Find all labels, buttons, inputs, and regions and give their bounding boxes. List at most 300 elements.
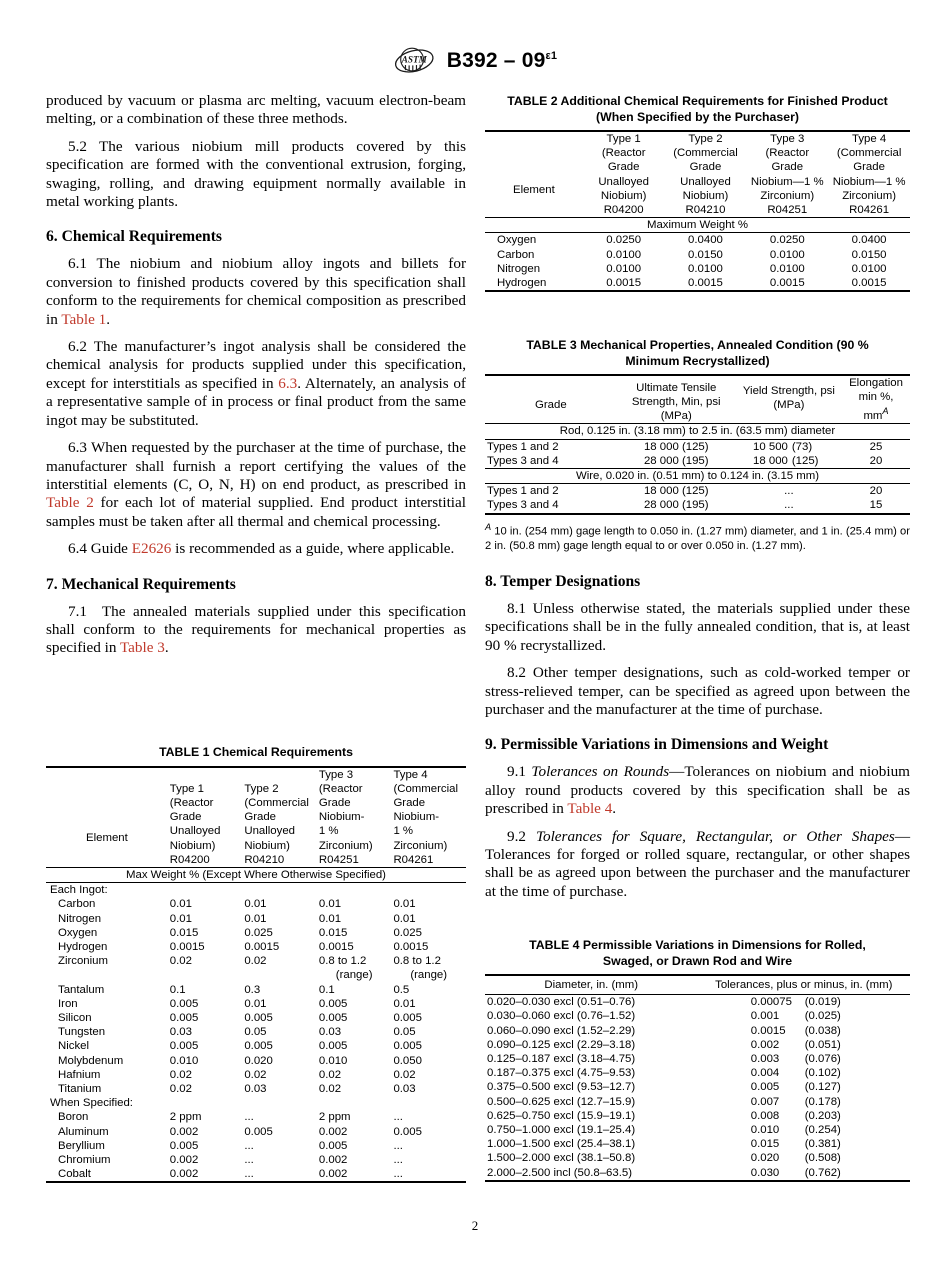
cell-diameter: 0.125–0.187 excl (3.18–4.75) [487,1053,636,1066]
table-4-title-line-2: Swaged, or Drawn Rod and Wire [602,953,793,968]
cell-value [242,968,317,982]
cell-diameter: 0.625–0.750 excl (15.9–19.1) [487,1109,636,1122]
cell-uts: 18 000 (125) [643,485,709,498]
cell-tolerance-mm: (0.178) [804,1095,841,1108]
cell-tolerance-mm: (0.381) [804,1138,841,1151]
cell-value: 0.0100 [769,248,805,261]
cell-value: 0.01 [393,912,416,925]
cell-value: 2 ppm [318,1111,351,1124]
cell-value: 0.02 [244,955,267,968]
paragraph-6-3: 6.3 When requested by the purchaser at the time of purchase, the manufacturer shall furnish a report certifying the values of the interstitial elements (C, O, N, H) on end product, as prescribed in Table 2 for each lot of material supplied. End product interstitial samples must be taken after all thermal and chemical processing. [46,439,466,530]
cell-ys-value: 18 000 [753,454,788,467]
cell-value: 0.0015 [393,940,429,953]
table-4-col-tolerances: Tolerances, plus or minus, in. (mm) [698,975,911,995]
cell-diameter: 0.020–0.030 excl (0.51–0.76) [487,996,636,1009]
cell-value: 0.5 [393,983,410,996]
table-row [485,995,910,1010]
table-2-col-element: Element [485,131,583,218]
cell-value: ... [393,1153,403,1166]
cell-element: Molybdenum [58,1054,124,1067]
cell-value: 0.0400 [688,234,723,247]
cell-tolerance [698,995,911,1010]
cell-grade: Types 3 and 4 [485,454,617,469]
cell-tolerance-in: 0.003 [750,1053,780,1066]
table-1-col-type4: Type 4 (Commercial Grade Niobium- 1 % Zirconium) R04261 [391,767,466,868]
cell-tolerance-in: 0.030 [750,1166,780,1179]
cell-value: 0.010 [318,1054,348,1067]
table-row [46,926,466,940]
cell-tolerance [698,1024,911,1038]
table-1-col-element: Element [46,767,168,868]
heading-section-9: 9. Permissible Variations in Dimensions and Weight [485,736,829,754]
cell-element: Carbon [497,248,535,261]
table-2-block [485,94,910,292]
cell-grade: Types 1 and 2 [487,440,559,453]
table-row [46,897,466,911]
cell-value: 0.005 [244,1040,273,1053]
cell-value: 0.0250 [769,234,805,247]
link-e2626[interactable]: E2626 [131,540,172,558]
term-tolerances-other-shapes: Tolerances for Square, Rectangular, or Other Shapes [535,827,895,845]
document-designation [447,49,557,73]
cell-diameter: 0.060–0.090 excl (1.52–2.29) [487,1024,636,1037]
table-row [46,983,466,997]
table-row [485,1137,910,1151]
cell-value: 0.005 [244,1011,273,1024]
link-section-6-3[interactable]: 6.3 [278,374,298,392]
cell-ys-value: 10 500 [753,440,788,453]
cell-value: 0.0015 [746,276,828,291]
cell-element: Chromium [58,1153,111,1166]
table-4-body [485,995,910,1181]
table-2-header-row [485,131,910,218]
cell-value: 0.02 [169,1082,192,1095]
cell-diameter: 0.750–1.000 excl (19.1–25.4) [487,1124,636,1137]
link-table-2[interactable]: Table 2 [46,494,94,512]
table-row [46,940,466,954]
paragraph-6-4: 6.4 Guide E2626 is recommended as a guide, where applicable. [68,540,455,558]
cell-value: 0.03 [244,1082,267,1095]
table-1 [46,766,466,1184]
cell-element [46,968,168,982]
table-1-span-header-row [46,867,466,882]
table-3 [485,374,910,515]
paragraph-5-1-continued: produced by vacuum or plasma arc melting, vacuum electron-beam melting, or a combination of these three methods. [46,92,466,128]
cell-diameter: 0.030–0.060 excl (0.76–1.52) [487,1010,636,1023]
cell-value: 0.01 [393,898,416,911]
cell-value: 0.02 [169,955,192,968]
cell-value: 0.01 [318,912,342,925]
cell-tolerance [698,1066,911,1080]
cell-value: 0.0100 [606,248,642,261]
cell-tolerance-in: 0.008 [750,1109,780,1122]
cell-element: Tantalum [58,983,105,996]
cell-value: 0.01 [169,898,192,911]
table-row [46,1139,466,1153]
designation-revision: ε1 [545,50,558,62]
table-row [46,1153,466,1167]
table-row [46,1082,466,1096]
table-row [485,1080,910,1094]
cell-tolerance [698,1166,911,1181]
table-row [46,997,466,1011]
table-2-span-header-row [485,218,910,233]
cell-value: 0.002 [169,1153,199,1166]
table-3-footnote [485,520,910,554]
table-3-group1-header: Rod, 0.125 in. (3.18 mm) to 2.5 in. (63.5 mm) diameter [485,424,910,439]
cell-value: 0.1 [169,983,186,996]
cell-value: 0.01 [318,898,342,911]
cell-value: 0.01 [169,912,192,925]
cell-value: 0.015 [318,926,348,939]
cell-value: 0.002 [168,1167,243,1182]
cell-uts: 18 000 (125) [643,440,709,453]
cell-value: 0.05 [393,1026,416,1039]
paragraph-6-2: 6.2 The manufacturer’s ingot analysis shall be considered the chemical analysis for products supplied under this specification, except for interstitials as specified in 6.3. Alternately, an analysis of a representative sample of in process or final product from the same ingot may be substituted. [46,338,466,429]
cell-value: 0.01 [244,997,267,1010]
cell-element: Nitrogen [58,912,102,925]
cell-tolerance-mm: (0.508) [804,1152,841,1165]
table-1-group2-label: When Specified: [50,1097,133,1110]
cell-value: ... [391,1167,466,1182]
cell-value: ... [244,1153,254,1166]
table-3-block [485,338,910,553]
cell-value: 0.005 [318,1011,348,1024]
heading-section-7: 7. Mechanical Requirements [46,575,236,593]
table-row [46,1068,466,1082]
table-row [485,424,910,439]
table-row [46,968,466,982]
table-3-title [485,338,910,369]
cell-elongation: 15 [842,498,910,513]
table-2-col-type3: Type 3 (Reactor Grade Niobium—1 % Zirconium) R04251 [746,131,828,218]
cell-element: Hydrogen [485,276,583,291]
cell-diameter: 1.500–2.000 excl (38.1–50.8) [487,1152,636,1165]
cell-tolerance-mm: (0.762) [804,1166,841,1179]
cell-value: 0.01 [393,997,416,1010]
table-4-header-row [485,975,910,995]
table-3-group2-header: Wire, 0.020 in. (0.51 mm) to 0.124 in. (3.15 mm) [485,469,910,484]
cell-value: 2 ppm [169,1111,202,1124]
table-row [46,883,466,898]
table-row [485,1052,910,1066]
cell-value: 0.010 [169,1054,199,1067]
cell-value: 0.0100 [606,262,642,275]
cell-value: 0.002 [318,1125,348,1138]
cell-value: 0.005 [318,997,348,1010]
table-3-col-uts: Ultimate Tensile Strength, Min, psi (MPa) [617,375,736,424]
cell-value: 0.0400 [851,234,887,247]
cell-value: 0.005 [393,1011,422,1024]
table-3-col-grade: Grade [485,375,617,424]
paragraph-8-1: 8.1 Unless otherwise stated, the materials supplied under these specifications shall be in the fully annealed condition, that is, at least 90 % recrystallized. [485,600,910,654]
table-row [485,1123,910,1137]
cell-value: 0.8 to 1.2 [393,955,441,968]
cell-value: 0.0015 [828,276,910,291]
cell-value: (range) [410,969,448,982]
cell-value: ... [244,1139,254,1152]
cell-value: 0.005 [169,1011,199,1024]
cell-value: 0.02 [244,1068,267,1081]
footnote-marker-a: A [882,406,889,417]
table-row [46,1167,466,1182]
link-table-3[interactable]: Table 3 [119,639,165,657]
cell-value: 0.005 [169,1139,199,1152]
cell-tolerance [698,1109,911,1123]
cell-value: 0.0015 [244,940,280,953]
cell-tolerance-mm: (0.038) [804,1024,841,1037]
table-row [485,233,910,248]
cell-value: 0.0100 [851,262,887,275]
cell-value: 0.01 [244,898,267,911]
cell-value: 0.002 [169,1125,199,1138]
cell-value: ... [393,1111,403,1124]
table-row [46,1054,466,1068]
page-header [0,40,950,82]
cell-tolerance-in: 0.002 [750,1038,780,1051]
cell-ys: ... [736,498,842,513]
cell-tolerance [698,1095,911,1109]
table-row [485,1066,910,1080]
table-row [485,1095,910,1109]
cell-tolerance-in: 0.005 [750,1081,780,1094]
footnote-text: 10 in. (254 mm) gage length to 0.050 in. (1.27 mm) diameter, and 1 in. (25.4 mm) or 2 in. (50.8 mm) gage length equal to or over 0.050 in. (1.27 mm). [485,525,910,552]
astm-logo-icon [393,44,437,78]
table-3-title-line-1: TABLE 3 Mechanical Properties, Annealed Condition (90 % [526,338,869,352]
cell-tolerance [698,1123,911,1137]
table-3-header-row [485,375,910,424]
cell-value: 0.0100 [769,262,805,275]
cell-elongation: 20 [842,454,910,469]
table-row [485,276,910,291]
cell-value: 0.0015 [169,940,205,953]
cell-diameter: 0.375–0.500 excl (9.53–12.7) [487,1081,636,1094]
cell-value: 0.005 [318,1040,348,1053]
cell-element: Hydrogen [58,940,108,953]
cell-tolerance-mm: (0.203) [804,1109,841,1122]
link-table-4[interactable]: Table 4 [567,800,613,818]
cell-value: 0.005 [169,1040,199,1053]
svg-text:ASTM: ASTM [401,54,427,65]
table-1-title: TABLE 1 Chemical Requirements [159,745,353,759]
cell-ys-mpa: (125) [791,454,819,467]
cell-grade: Types 3 and 4 [485,498,617,513]
cell-tolerance-mm: (0.127) [804,1081,841,1094]
table-2-title-line-1: TABLE 2 Additional Chemical Requirements for Finished Product [507,94,888,108]
cell-element: Tungsten [58,1026,106,1039]
cell-element: Iron [58,997,78,1010]
table-2-body [485,233,910,291]
cell-element: Titanium [58,1082,102,1095]
cell-value: 0.02 [318,1082,342,1095]
cell-tolerance-in: 0.001 [750,1010,780,1023]
cell-value: 0.3 [244,983,261,996]
cell-elongation: 20 [869,485,883,498]
table-row [485,439,910,454]
paragraph-6-1: 6.1 The niobium and niobium alloy ingots and billets for conversion to finished products covered by this specification shall conform to the requirements for chemical composition as prescribed in Table 1. [46,255,466,328]
table-row [485,1151,910,1165]
cell-value: (range) [335,969,373,982]
cell-value: 0.005 [244,1125,273,1138]
cell-element: Cobalt [46,1167,168,1182]
cell-diameter: 1.000–1.500 excl (25.4–38.1) [487,1138,636,1151]
table-row [485,484,910,499]
cell-value: 0.025 [244,926,273,939]
table-2-span-header: Maximum Weight % [485,218,910,233]
cell-tolerance-mm: (0.254) [804,1124,841,1137]
table-row [46,1110,466,1124]
cell-value: 0.005 [169,997,199,1010]
table-row [485,469,910,484]
table-3-title-line-2: Minimum Recrystallized) [625,353,770,368]
cell-tolerance-in: 0.0015 [750,1024,786,1037]
table-row [46,1011,466,1025]
table-1-group1-label: Each Ingot: [50,884,108,897]
link-table-1[interactable]: Table 1 [61,310,107,328]
table-4-title-line-1: TABLE 4 Permissible Variations in Dimensions for Rolled, [529,938,866,952]
paragraph-7-1: 7.1 The annealed materials supplied under this specification shall conform to the requirements for mechanical properties as specified in Table 3. [46,602,466,657]
designation-number: B392 – 09 [446,49,546,72]
table-row [485,498,910,513]
cell-tolerance-in: 0.015 [750,1138,780,1151]
cell-element: Boron [58,1111,89,1124]
cell-tolerance [698,1137,911,1151]
table-row [485,1038,910,1052]
cell-element: Nitrogen [497,262,541,275]
table-4-block [485,938,910,1182]
cell-tolerance [698,1038,911,1052]
table-1-col-type3: Type 3 (Reactor Grade Niobium- 1 % Zirconium) R04251 [317,767,392,868]
cell-value: 0.002 [317,1167,392,1182]
cell-value: 0.05 [244,1026,267,1039]
table-row [485,248,910,262]
cell-value: 0.0150 [851,248,887,261]
paragraph-5-2: 5.2 The various niobium mill products covered by this specification are formed with the conventional extrusion, forging, swaging, rolling, and drawing equipment normally available in metal working plants. [46,137,466,211]
cell-tolerance-in: 0.020 [750,1152,780,1165]
cell-value: ... [393,1139,403,1152]
page-number: 2 [471,1218,479,1233]
table-row [46,1025,466,1039]
cell-element: Nickel [58,1040,90,1053]
table-row [46,1096,466,1110]
cell-value: 0.1 [318,983,335,996]
cell-value: 0.005 [393,1125,422,1138]
cell-value: 0.03 [169,1026,192,1039]
cell-element: Hafnium [58,1068,101,1081]
cell-tolerance [698,1052,911,1066]
cell-grade: Types 1 and 2 [487,485,559,498]
cell-tolerance-in: 0.00075 [750,996,792,1009]
cell-tolerance-in: 0.010 [750,1124,780,1137]
table-3-col-elongation: Elongation min %, mm$^A$ [842,375,910,424]
table-row [46,1039,466,1053]
heading-section-6: 6. Chemical Requirements [46,228,222,246]
cell-element: Carbon [58,898,96,911]
table-2-col-type1: Type 1 (Reactor Grade Unalloyed Niobium) R04200 [583,131,665,218]
table-row [485,1009,910,1023]
table-row [46,954,466,968]
cell-value: 0.025 [393,926,422,939]
table-1-span-header: Max Weight % (Except Where Otherwise Specified) [46,867,466,882]
cell-uts: 28 000 (195) [617,454,736,469]
table-1-col-type2: Type 2 (Commercial Grade Unalloyed Niobium) R04210 [242,767,317,868]
cell-ys [736,439,842,454]
table-2 [485,130,910,292]
cell-value: ... [242,1167,317,1182]
cell-tolerance-mm: (0.076) [804,1053,841,1066]
heading-section-8: 8. Temper Designations [485,573,641,590]
cell-tolerance-mm: (0.025) [804,1010,841,1023]
cell-value: 0.0015 [665,276,747,291]
cell-ys-mpa: (73) [791,440,813,453]
cell-tolerance-in: 0.007 [750,1095,780,1108]
term-tolerances-on-rounds: Tolerances on Rounds [531,763,670,781]
cell-value: 0.005 [318,1139,348,1152]
cell-ys: ... [784,485,794,498]
table-4-title [485,938,910,969]
cell-tolerance [698,1080,911,1094]
cell-tolerance-mm: (0.019) [804,996,841,1009]
cell-element: Oxygen [58,926,98,939]
table-row [46,912,466,926]
cell-value: 0.020 [244,1054,273,1067]
table-row [485,454,910,469]
cell-tolerance-mm: (0.051) [804,1038,841,1051]
cell-value: 0.0150 [688,248,723,261]
footnote-marker-a: A [485,521,492,532]
table-1-body [46,883,466,1183]
table-row [485,1109,910,1123]
table-row [485,262,910,276]
table-row [485,1024,910,1038]
table-4-col-diameter: Diameter, in. (mm) [485,975,698,995]
table-1-header-row [46,767,466,868]
table-1-block [46,745,466,1183]
cell-value: 0.0015 [583,276,665,291]
cell-diameter: 0.500–0.625 excl (12.7–15.9) [487,1095,636,1108]
cell-tolerance [698,1151,911,1165]
table-3-body [485,424,910,514]
table-2-col-type4: Type 4 (Commercial Grade Niobium—1 % Zirconium) R04261 [828,131,910,218]
cell-value: 0.0015 [318,940,354,953]
table-3-col-ys: Yield Strength, psi (MPa) [736,375,842,424]
cell-value: 0.01 [244,912,267,925]
cell-element: Oxygen [497,234,537,247]
cell-value: 0.050 [393,1054,422,1067]
cell-value: 0.02 [393,1068,416,1081]
table-2-title [485,94,910,125]
cell-diameter: 0.187–0.375 excl (4.75–9.53) [487,1067,636,1080]
table-2-title-line-2: (When Specified by the Purchaser) [596,109,799,124]
cell-value [168,968,243,982]
cell-value: 0.03 [393,1082,416,1095]
cell-diameter: 0.090–0.125 excl (2.29–3.18) [487,1038,636,1051]
paragraph-9-1: 9.1 Tolerances on Rounds—Tolerances on niobium and niobium alloy round products covered by this specification shall be as prescribed in Table 4. [485,763,910,818]
cell-value: 0.02 [169,1068,192,1081]
cell-tolerance-in: 0.004 [750,1067,780,1080]
cell-value: ... [244,1111,254,1124]
cell-value: 0.0100 [688,262,723,275]
table-2-col-type2: Type 2 (Commercial Grade Unalloyed Niobium) R04210 [665,131,747,218]
cell-value: 0.015 [169,926,199,939]
paragraph-9-2: 9.2 Tolerances for Square, Rectangular, or Other Shapes—Tolerances for forged or rolled square, rectangular, or other shapes shall be as agreed upon between the purchaser and the manufacturer at the time of purchase. [485,827,911,900]
cell-value: 0.02 [318,1068,342,1081]
cell-element: Silicon [58,1011,92,1024]
table-4 [485,974,910,1182]
cell-value: 0.002 [318,1153,348,1166]
right-column-text [485,572,910,910]
cell-value: 0.03 [318,1026,342,1039]
